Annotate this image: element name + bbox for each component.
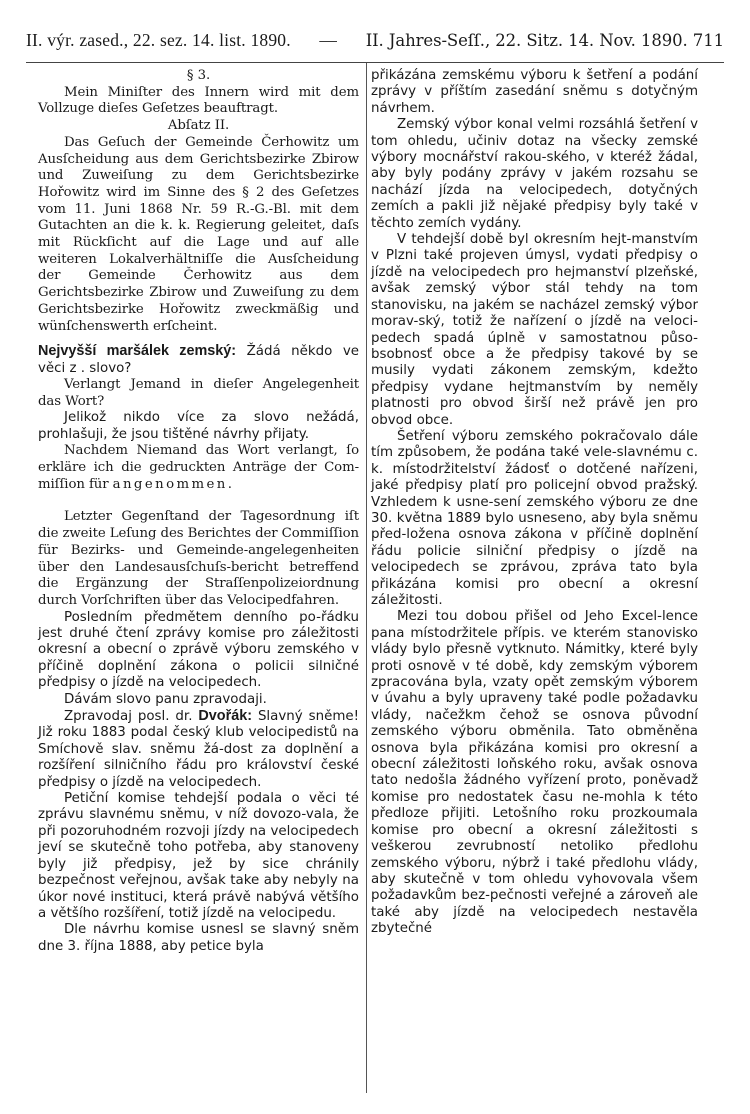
header-dash: — <box>319 30 338 50</box>
paragraph-minister: Mein Miniſter des Innern wird mit dem Vollzuge dieſes Geſetzes beauftragt. <box>38 84 359 117</box>
paragraph-nachdem <box>38 443 359 493</box>
section-number: § 3. <box>186 68 211 83</box>
paragraph-setreni: Šetření výboru zemského pokračovalo dále tím způsobem, že podána také vele-slavnému c. k. místodržitelství žádosť o dotčené nařízeni, jaké předpisy platí pro policejní obvod pražský. Vzhledem k usne-sení zemského výboru ze dne 30. května 1889 bylo usneseno, aby byla sněmu před-ložena osnova zákona v příčině doplnění řádu policie silniční předpisy o jízdě na velocipedech se zprávou, zpráva tato byla přikázána komisi pro obecní a okresní záležitosti. <box>371 428 698 608</box>
paragraph-verlangt: Verlangt Jemand in dieſer Angelegenheit das Wort? <box>38 377 359 409</box>
paragraph-cerhowitz: Das Geſuch der Gemeinde Čerhowitz um Ausſcheidung aus dem Gerichtsbezirke Zbirow und Zuweiſung zu dem Gerichtsbezirke Hořowitz wird im Sinne des § 2 des Geſetzes vom 11. Juni 1868 Nr. 59 R.-G.-Bl. mit dem Gutachten an die k. k. Regierung geleitet, daſs mit Rückſicht auf die Lage und auf alle weiteren Lokalverhältniſſe die Ausſcheidung der Gemeinde Čerhowitz aus dem Gerichtsbezirke Zbirow und Zuweiſung zu dem Gerichtsbezirke Hořowitz zweckmäßig und wünſchenswerth erſcheint. <box>38 134 359 334</box>
angenommen-spaced: angenommen. <box>112 476 235 492</box>
paragraph-mezi-tou-dobou: Mezi tou dobou přišel od Jeho Excel-lence pana místodržitele přípis. ve kterém stanovisko vlády bylo přesně vytknuto. Námitky, které byly proti osnově v té době, kdy zemským výborem zpracována byla, vzaty opět zemským výborem v úvahu a byly upraveny také podle požadavku vlády, načežkm čehož se osnova původní zemského výboru obměnila. Tato obměněna osnova byla přikázána komisi pro okresní a obecní záležitosti loňského roku, avšak osnova tato nedošla žádného vyřízení proto, poněvadž komise pro nedostatek času ne-mohla k této předloze přijiti. Letošního roku prozkoumala komise pro obecní a okresní záležitosti s veškerou zevrubností netoliko předlohu zemského výboru, nýbrž i také předlohu vlády, aby skutečně v tom ohledu vyhovovala všem požadavkům bez-pečnosti veřejné a zároveň ale také aby jízdě na velocipedech nestavěla zbytečné <box>371 609 698 937</box>
paragraph-jelikoz: Jelikož nikdo více za slovo nežádá, prohlašuji, že jsou tištěné návrhy přijaty. <box>38 410 359 442</box>
nachdem-text: Nachdem Niemand das Wort verlangt, ſo erkläre ich die gedruckten Anträge der Com-miſſion für <box>38 443 359 492</box>
header-german-session: II. Jahres-Seſſ., 22. Sitz. 14. Nov. 1890. 711 <box>365 31 724 50</box>
page-header <box>26 30 724 56</box>
speaker-rapporteur-name: Dvořák: <box>198 708 252 725</box>
paragraph-tehdejsi-doba: V tehdejší době byl okresním hejt-manstvím v Plzni také projeven úmysl, vydati předpisy o jízdě na velocipedech pro hejmanství plzeňské, avšak zemský výbor stál tehdy na tom stanovisku, na jakém se nacházel zemský výbor morav-ský, totiž že nařízení o jízdě na veloci-pedech spadá úplně v samostatnou půso-bsobnosť obce a že předpisy takové by se musily vydati zákonem zemským, kdežto předpisy vydane hejtmanstvím by neměly platnosti pro obvod širší než právě jen pro obvod obce. <box>371 232 698 428</box>
speaker-rapporteur-prefix: Zpravodaj posl. dr. <box>64 709 193 725</box>
paragraph-prikazana: přikázána zemskému výboru k šetření a podání zprávy v příštím zasedání sněmu s dotyčným návrhem. <box>371 68 698 116</box>
paragraph-zemsky-vybor: Zemský výbor konal velmi rozsáhlá šetření v tom ohledu, učiniv dotaz na všecky zemské výbory mocnářství rakou-ského, v kteréž žádal, aby byly podány zprávy v jakém rozsahu se nachází jízda na velocipedech, dotyčných zemích a pakli již nějaké předpisy byly také v těchto zemích vydány. <box>371 117 698 231</box>
paragraph-peticni-komise: Petiční komise tehdejší podala o věci té zprávu slavnému sněmu, v níž dovozo-vala, že při pozoruhodném rozvoji jízdy na velocipedech jeví se skutečně toho potřeba, aby stanoveny byly již předpisy, jež by sice chránily bezpečnost veřejnou, avšak take aby nebyly na úkor nové instituci, která právě nabývá většího a většího rozšíření, totiž jízdě na velocipedu. <box>38 791 359 921</box>
speech-rapporteur-text: Slavný sněme! Již roku 1883 podal český klub velocipedistů na Smíchově slav. sněmu žá-dost za doplnění a rozšíření silničního řádu pro království české předpisy o jízdě na velocipedech. <box>38 709 359 790</box>
speaker-marshal: Nejvyšší maršálek zemský: <box>38 343 237 360</box>
header-rule <box>26 62 724 63</box>
paragraph-poslednim: Posledním předmětem denního po-řádku jest druhé čtení zprávy komise pro záležitosti okresní a obecní o zprávě výboru zemského v příčině doplnění zákona o policii silničné předpisy o jízdě na velocipedech. <box>38 609 359 691</box>
left-column <box>38 68 359 955</box>
paragraph-dle-navrhu: Dle návrhu komise usnesl se slavný sněm dne 3. října 1888, aby petice byla <box>38 922 359 954</box>
paragraph-letzter-gegenstand: Letzter Gegenſtand der Tagesordnung iſt die zweite Leſung des Berichtes der Commiſſion für Bezirks- und Gemeinde-angelegenheiten über den Landesausſchuſs-bericht betreffend die Ergänzung der Straſſenpolizeiordnung durch Vorſchriften über das Velocipedfahren. <box>38 509 359 608</box>
spacer <box>38 493 359 509</box>
speech-rapporteur <box>38 708 359 791</box>
paragraph-davam-slovo: Dávám slovo panu zpravodaji. <box>64 691 267 707</box>
column-divider <box>366 63 367 1093</box>
speech-marshal-czech <box>38 343 359 377</box>
right-column <box>371 68 698 938</box>
speech-marshal-text: Žádá někdo ve věci z . slovo? <box>38 344 359 376</box>
absatz-heading: Abſatz II. <box>167 118 230 134</box>
header-czech-session: II. výr. zased., 22. sez. 14. list. 1890. <box>26 30 291 50</box>
